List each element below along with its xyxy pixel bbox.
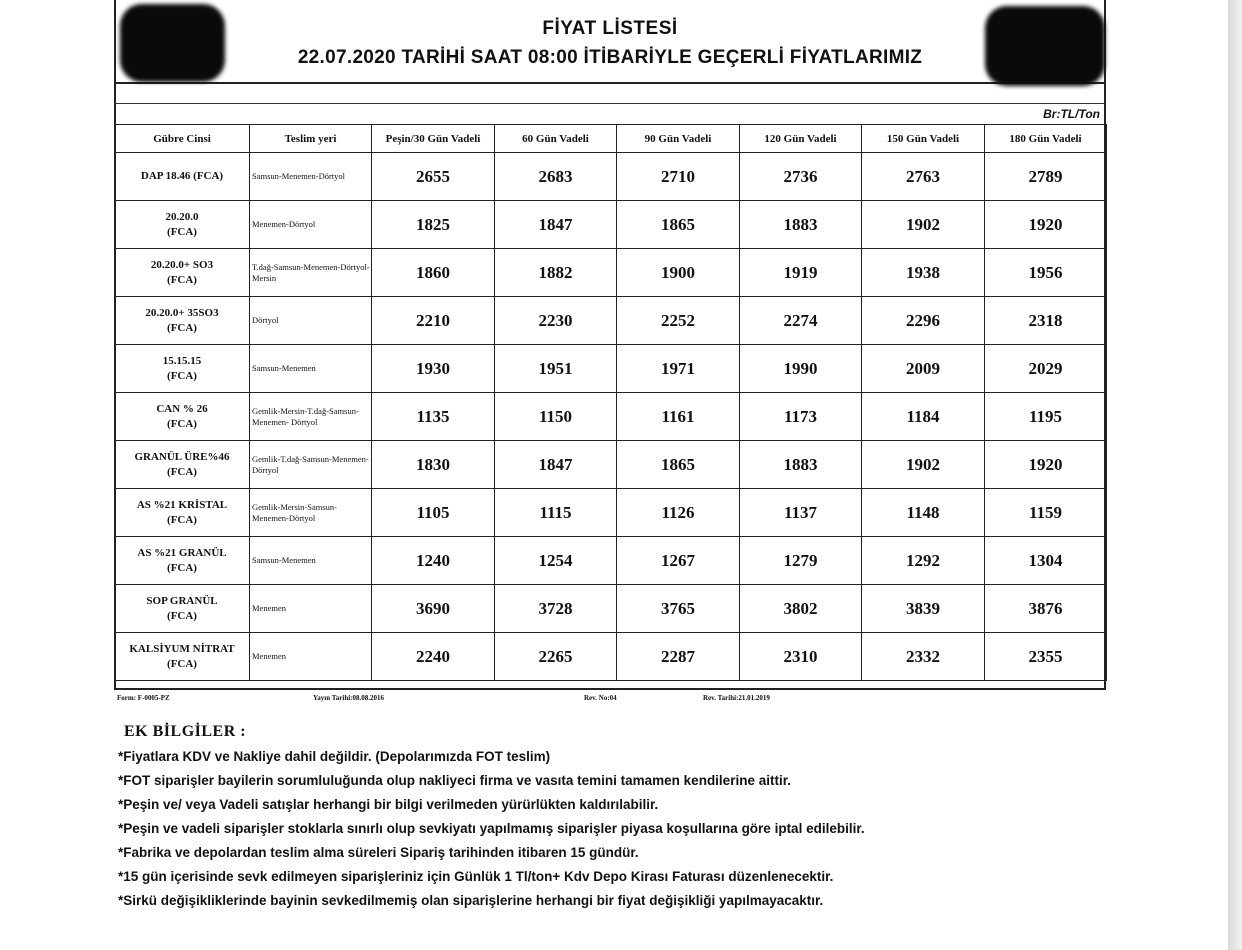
price-cell: 2318	[985, 297, 1107, 345]
delivery-location-cell: Gemlik-Mersin-T.dağ-Samsun-Menemen- Dörtyol	[250, 393, 372, 441]
price-cell: 1902	[862, 201, 985, 249]
product-name-cell	[115, 441, 250, 489]
product-name-line: GRANÜL ÜRE%46	[134, 450, 230, 463]
price-cell: 1930	[372, 345, 495, 393]
divider	[114, 103, 1106, 104]
product-name-line: AS %21 GRANÜL	[137, 546, 227, 559]
table-row	[115, 633, 1107, 681]
price-cell: 1195	[985, 393, 1107, 441]
note-item: *Sirkü değişikliklerinde bayinin sevkedilmemiş olan siparişlerine herhangi bir fiyat değişikliği yapılmayacaktır.	[118, 893, 824, 908]
form-code: Form: F-0005-PZ	[117, 694, 170, 702]
price-cell: 1865	[617, 201, 740, 249]
table-row	[115, 585, 1107, 633]
price-cell: 1902	[862, 441, 985, 489]
note-item: *Peşin ve/ veya Vadeli satışlar herhangi bir bilgi verilmeden yürürlükten kaldırılabilir.	[118, 797, 659, 812]
column-header: 60 Gün Vadeli	[495, 125, 617, 153]
price-cell: 2240	[372, 633, 495, 681]
price-cell: 3728	[495, 585, 617, 633]
price-cell: 1830	[372, 441, 495, 489]
notes-title: EK BİLGİLER :	[124, 723, 247, 740]
product-name-line: (FCA)	[167, 561, 197, 574]
column-header: 90 Gün Vadeli	[617, 125, 740, 153]
price-table	[114, 124, 1107, 681]
table-row	[115, 537, 1107, 585]
price-cell: 1159	[985, 489, 1107, 537]
note-item: *Peşin ve vadeli siparişler stoklarla sınırlı olup sevkiyatı yapılmamış siparişler piyasa koşullarına göre iptal edilebilir.	[118, 821, 865, 836]
table-row	[115, 441, 1107, 489]
product-name-line: SOP GRANÜL	[146, 594, 218, 607]
price-cell: 1135	[372, 393, 495, 441]
price-cell: 3876	[985, 585, 1107, 633]
product-name-cell	[115, 297, 250, 345]
delivery-location-cell: Menemen-Dörtyol	[250, 201, 372, 249]
price-cell: 1115	[495, 489, 617, 537]
price-cell: 1920	[985, 441, 1107, 489]
price-cell: 2296	[862, 297, 985, 345]
product-name-line: (FCA)	[167, 465, 197, 478]
price-cell: 1304	[985, 537, 1107, 585]
table-header-row	[115, 125, 1107, 153]
price-cell: 1865	[617, 441, 740, 489]
table-row	[115, 345, 1107, 393]
price-cell: 2736	[740, 153, 862, 201]
price-cell: 2210	[372, 297, 495, 345]
product-name-line: 20.20.0+ SO3	[150, 258, 214, 271]
delivery-location-cell: Menemen	[250, 633, 372, 681]
delivery-location-cell: Samsun-Menemen	[250, 345, 372, 393]
redacted-logo-left	[120, 4, 225, 82]
page-title: FİYAT LİSTESİ	[542, 18, 678, 39]
price-cell: 1951	[495, 345, 617, 393]
note-item: *Fiyatlara KDV ve Nakliye dahil değildir. (Depolarımızda FOT teslim)	[118, 749, 551, 764]
product-name-line: 15.15.15	[162, 354, 202, 367]
price-cell: 1971	[617, 345, 740, 393]
price-cell: 3690	[372, 585, 495, 633]
price-cell: 3839	[862, 585, 985, 633]
price-cell: 2683	[495, 153, 617, 201]
note-item: *Fabrika ve depolardan teslim alma süreleri Sipariş tarihinden itibaren 15 gündür.	[118, 845, 639, 860]
price-cell: 1126	[617, 489, 740, 537]
price-cell: 1938	[862, 249, 985, 297]
price-cell: 1279	[740, 537, 862, 585]
delivery-location-cell: Samsun-Menemen	[250, 537, 372, 585]
product-name-line: (FCA)	[167, 609, 197, 622]
delivery-location-cell: Gemlik-T.dağ-Samsun-Menemen- Dörtyol	[250, 441, 372, 489]
publish-date: Yayın Tarihi:08.08.2016	[313, 694, 384, 702]
price-cell: 2310	[740, 633, 862, 681]
price-cell: 1920	[985, 201, 1107, 249]
column-header: Teslim yeri	[250, 125, 372, 153]
delivery-location-cell: Samsun-Menemen-Dörtyol	[250, 153, 372, 201]
product-name-cell	[115, 153, 250, 201]
price-cell: 2332	[862, 633, 985, 681]
price-cell: 1184	[862, 393, 985, 441]
price-cell: 1240	[372, 537, 495, 585]
price-cell: 2789	[985, 153, 1107, 201]
column-header: 180 Gün Vadeli	[985, 125, 1107, 153]
price-cell: 1847	[495, 201, 617, 249]
delivery-location-cell: Menemen	[250, 585, 372, 633]
price-cell: 3802	[740, 585, 862, 633]
revision-number: Rev. No:04	[584, 694, 617, 702]
unit-label: Br:TL/Ton	[1043, 107, 1100, 121]
price-cell: 1847	[495, 441, 617, 489]
product-name-line: 20.20.0+ 35SO3	[145, 306, 219, 319]
column-header: Peşin/30 Gün Vadeli	[372, 125, 495, 153]
note-item: *15 gün içerisinde sevk edilmeyen siparişleriniz için Günlük 1 Tl/ton+ Kdv Depo Kirası Faturası düzenlenecektir.	[118, 869, 834, 884]
price-cell: 2763	[862, 153, 985, 201]
price-cell: 1148	[862, 489, 985, 537]
price-cell: 1860	[372, 249, 495, 297]
price-cell: 1137	[740, 489, 862, 537]
price-cell: 1173	[740, 393, 862, 441]
product-name-line: (FCA)	[167, 321, 197, 334]
price-cell: 1267	[617, 537, 740, 585]
price-cell: 2355	[985, 633, 1107, 681]
product-name-cell	[115, 585, 250, 633]
product-name-line: (FCA)	[167, 417, 197, 430]
price-cell: 1150	[495, 393, 617, 441]
price-cell: 1825	[372, 201, 495, 249]
page-edge	[1228, 0, 1242, 950]
delivery-location-cell: T.dağ-Samsun-Menemen-Dörtyol-Mersin	[250, 249, 372, 297]
table-row	[115, 201, 1107, 249]
revision-date: Rev. Tarihi:21.01.2019	[703, 694, 770, 702]
product-name-line: (FCA)	[167, 369, 197, 382]
product-name-cell	[115, 249, 250, 297]
note-item: *FOT siparişler bayilerin sorumluluğunda olup nakliyeci firma ve vasıta temini tamamen kendilerine aittir.	[118, 773, 791, 788]
price-cell: 2230	[495, 297, 617, 345]
table-row	[115, 153, 1107, 201]
product-name-cell	[115, 633, 250, 681]
page-subtitle: 22.07.2020 TARİHİ SAAT 08:00 İTİBARİYLE GEÇERLİ FİYATLARIMIZ	[297, 47, 923, 68]
product-name-cell	[115, 393, 250, 441]
price-cell: 1254	[495, 537, 617, 585]
product-name-cell	[115, 345, 250, 393]
price-cell: 1883	[740, 201, 862, 249]
price-cell: 1105	[372, 489, 495, 537]
price-cell: 2710	[617, 153, 740, 201]
price-cell: 2252	[617, 297, 740, 345]
delivery-location-cell: Gemlik-Mersin-Samsun-Menemen-Dörtyol	[250, 489, 372, 537]
price-cell: 1882	[495, 249, 617, 297]
column-header: 120 Gün Vadeli	[740, 125, 862, 153]
product-name-line: KALSİYUM NİTRAT	[129, 642, 235, 655]
price-cell: 2265	[495, 633, 617, 681]
table-row	[115, 249, 1107, 297]
price-cell: 2274	[740, 297, 862, 345]
price-cell: 1161	[617, 393, 740, 441]
product-name-line: (FCA)	[167, 513, 197, 526]
product-name-line: (FCA)	[167, 273, 197, 286]
product-name-cell	[115, 489, 250, 537]
table-row	[115, 393, 1107, 441]
price-cell: 1990	[740, 345, 862, 393]
table-row	[115, 489, 1107, 537]
product-name-line: 20.20.0	[165, 210, 199, 223]
price-cell: 1883	[740, 441, 862, 489]
table-row	[115, 297, 1107, 345]
notes-list	[118, 745, 865, 913]
product-name-line: DAP 18.46 (FCA)	[140, 170, 224, 182]
price-cell: 1956	[985, 249, 1107, 297]
column-header: 150 Gün Vadeli	[862, 125, 985, 153]
price-cell: 2655	[372, 153, 495, 201]
column-header: Gübre Cinsi	[115, 125, 250, 153]
price-cell: 2287	[617, 633, 740, 681]
product-name-line: CAN % 26	[156, 402, 208, 415]
price-cell: 2009	[862, 345, 985, 393]
product-name-cell	[115, 201, 250, 249]
price-cell: 1292	[862, 537, 985, 585]
product-name-line: AS %21 KRİSTAL	[136, 498, 228, 511]
price-cell: 2029	[985, 345, 1107, 393]
product-name-line: (FCA)	[167, 225, 197, 238]
price-cell: 3765	[617, 585, 740, 633]
product-name-cell	[115, 537, 250, 585]
redacted-logo-right	[985, 6, 1105, 86]
price-cell: 1900	[617, 249, 740, 297]
product-name-line: (FCA)	[167, 657, 197, 670]
delivery-location-cell: Dörtyol	[250, 297, 372, 345]
price-cell: 1919	[740, 249, 862, 297]
